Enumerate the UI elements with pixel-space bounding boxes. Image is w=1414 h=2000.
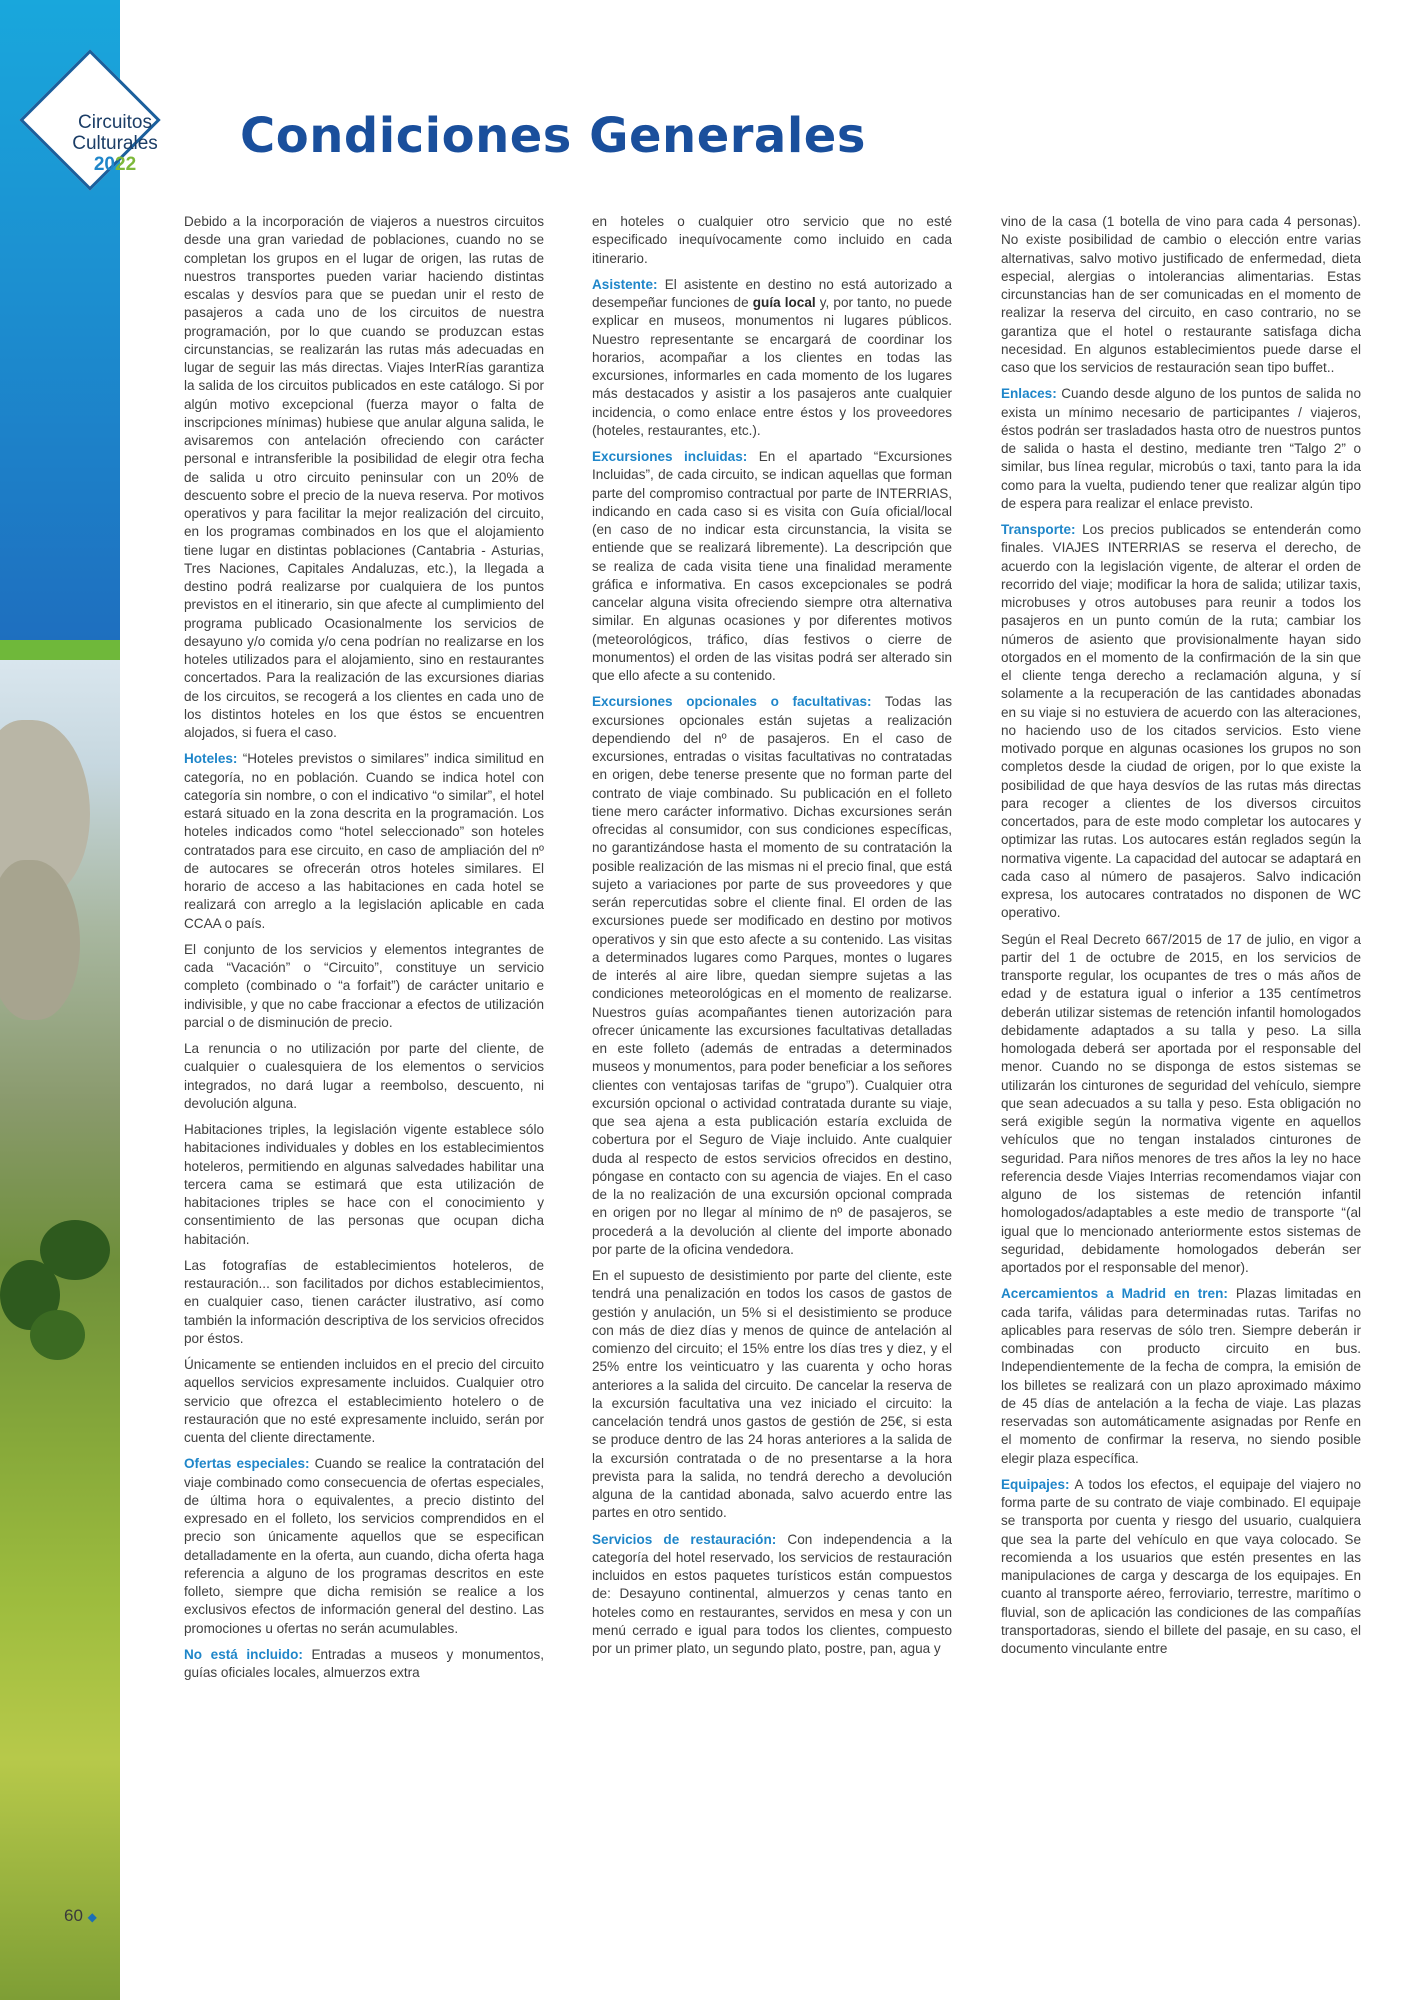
badge-line-2: Culturales (72, 133, 158, 154)
section-heading: Equipajes: (1001, 1476, 1070, 1492)
paragraph (1001, 1285, 1361, 1468)
paragraph (592, 276, 952, 440)
paragraph-text: La renuncia o no utilización por parte del cliente, de cualquier o cualesquiera de los elementos o servicios integrados, no dará lugar a reembolso, descuento, ni devolución alguna. (184, 1041, 544, 1111)
paragraph-text: y, por tanto, no puede explicar en museos, monumentos ni lugares públicos. Nuestro representante se encargará de coordinar los horarios, acompañar a los clientes en todas las excursiones, informarles en cada momento de los lugares más destacados y asistir a los pasajeros ante cualquier incidencia, o como enlace entre éstos y los proveedores (hoteles, restaurantes, etc.). (592, 295, 952, 438)
paragraph (184, 213, 544, 742)
paragraph-text: Con independencia a la categoría del hotel reservado, los servicios de restauración incluidos en estos paquetes turísticos están compuestos de: Desayuno continental, almuerzos y cenas tanto en hoteles como en restaurantes, servidos en mesa y con un menú cerrado e igual para todos los clientes, compuesto por un primer plato, un segundo plato, postre, pan, agua y (592, 1531, 952, 1656)
paragraph-text: El conjunto de los servicios y elementos integrantes de cada “Vacación” o “Circuito”, constituye un servicio completo (combinado o “a forfait”) de carácter unitario e indivisible, y que no cabe fraccionar a efectos de utilización parcial o de disminución de precio. (184, 941, 544, 1030)
page-number (64, 1906, 97, 1926)
badge-year (40, 154, 190, 175)
column-3 (1001, 213, 1361, 1933)
paragraph (1001, 213, 1361, 377)
paragraph (184, 1455, 544, 1638)
section-heading: Ofertas especiales: (184, 1456, 310, 1472)
paragraph-text: Los precios publicados se entenderán como finales. VIAJES INTERRIAS se reserva el derecho, de acuerdo con la legislación vigente, de alterar el orden de recorrido del viaje; modificar la hora de salida; utilizar taxis, microbuses y otros autobuses para reunir a todos los pasajeros en un punto común de la ruta; cambiar los números de asiento que provisionalmente hayan sido otorgados en el momento de la confirmación de la sin que el cliente tenga derecho a reclamación alguna, y sí solamente a la recuperación de las cantidades abonadas en su viaje si no estuviera de acuerdo con las alteraciones, no haciendo uso de los citados servicios. Esto viene motivado porque en algunas ocasiones los grupos no son completos desde la ciudad de origen, por lo que existe la posibilidad de que haya desvíos de las rutas más directas para recoger a clientes de los diversos circuitos concertados, para de este modo completar los autocares y optimizar las rutas. Los autocares están reglados según la normativa vigente. La capacidad del autocar se adaptará en cada caso al número de pasajeros. Salvo indicación expresa, los autocares contratados no disponen de WC operativo. (1001, 522, 1361, 921)
paragraph (184, 1356, 544, 1447)
paragraph-text: Plazas limitadas en cada tarifa, válidas para determinadas rutas. Tarifas no aplicables para reservas de sólo tren. Siempre deberán ir combinadas con producto circuito en bus. Independientemente de la fecha de compra, la emisión de los billetes se realizará con un plazo aproximado máximo de 45 días de antelación a la fecha de viaje. Las plazas reservadas son automáticamente asignadas por Renfe en el momento de confirmar la reserva, no siendo posible elegir plaza específica. (1001, 1286, 1361, 1466)
badge-line-1: Circuitos (78, 112, 152, 133)
paragraph (592, 213, 952, 268)
paragraph-text: Todas las excursiones opcionales están sujetas a realización dependiendo del nº de pasajeros. En el caso de excursiones, entradas o visitas facultativas no contratadas en origen, debe tenerse presente que no forman parte del contrato de viaje combinado. Su publicación en el folleto tiene mero carácter informativo. Dichas excursiones serán ofrecidas al consumidor, con sus condiciones específicas, no garantizándose hasta el momento de su contratación la posible realización de las mismas ni el precio final, que está sujeto a variaciones por parte de sus proveedores y que serán repercutidas sobre el cliente final. El orden de las excursiones puede ser modificado en destino por motivos operativos y sin que esto afecte a su contenido. Las visitas a determinados lugares como Parques, montes o lugares de interés al aire libre, quedan siempre sujetas a las condiciones meteorológicas en el momento de realizarse. Nuestros guías acompañantes tienen autorización para ofrecer únicamente las excursiones facultativas detalladas en este folleto (además de entradas a determinados museos y monumentos, para poder beneficiar a los señores clientes con ventajosas tarifas de “grupo”). Cualquier otra excursión opcional o actividad contratada durante su viaje, que sea ajena a esta publicación estaría excluida de cobertura por el Seguro de Viaje incluido. Ante cualquier duda al respecto de estos servicios ofrecidos en destino, póngase en contacto con su agencia de viajes. En el caso de la no realización de una excursión opcional comprada en origen por no llegar al mínimo de nº de pasajeros, se procederá a la devolución al cliente del importe abonado por parte de la oficina vendedora. (592, 694, 952, 1257)
bold-text: guía local (752, 295, 816, 310)
column-1 (184, 213, 544, 1933)
paragraph-text: Cuando se realice la contratación del viaje combinado como consecuencia de ofertas especiales, de última hora o equivalentes, a precio distinto del expresado en el folleto, los servicios comprendidos en el precio son únicamente aquellos que se especifican detalladamente en la oferta, aun cuando, dicha oferta haga referencia a alguno de los programas descritos en este folleto, siempre que dicha remisión se realice a los exclusivos efectos de información general del destino. Las promociones u ofertas no serán acumulables. (184, 1456, 544, 1636)
paragraph-text: Debido a la incorporación de viajeros a nuestros circuitos desde una gran variedad de poblaciones, cuando no se completan los grupos en el lugar de origen, las rutas de nuestros transportes pueden variar haciendo distintas escalas y desvíos para que se puedan unir el resto de pasajeros a cada uno de los circuitos de nuestra programación, por lo que cuando se produzcan estas circunstancias, se realizarán las rutas más adecuadas en lugar de seguir las más directas. Viajes InterRías garantiza la salida de los circuitos publicados en este catálogo. Si por algún motivo excepcional (fuerza mayor o falta de inscripciones mínimas) hubiese que anular alguna salida, le avisaremos con antelación ofreciendo con carácter personal e intransferible la posibilidad de elegir otra fecha de salida u otro circuito peninsular con un 20% de descuento sobre el precio de la nueva reserva. Por motivos operativos y para facilitar la mejor realización del circuito, en los programas combinados en los que el alojamiento tiene lugar en distintas poblaciones (Cantabria - Asturias, Tres Naciones, Capitales Andaluzas, etc.), la llegada a destino podrá realizarse por cualquiera de los puntos previstos en el itinerario, sin que afecte al cumplimiento del programa publicado Ocasionalmente los servicios de desayuno y/o comida y/o cena podrían no realizarse en los hoteles utilizados para el alojamiento, sino en restaurantes concertados. Para la realización de las excursiones diarias de los circuitos, se recogerá a los clientes en cada uno de los distintos hoteles en los que éstos se encuentren alojados, si fuera el caso. (184, 214, 544, 740)
green-band (0, 640, 120, 660)
paragraph (1001, 521, 1361, 923)
paragraph (184, 1257, 544, 1348)
paragraph (184, 1121, 544, 1249)
paragraph (592, 693, 952, 1259)
paragraph (184, 750, 544, 933)
section-heading: Transporte: (1001, 522, 1076, 537)
paragraph (184, 1040, 544, 1113)
paragraph-text: vino de la casa (1 botella de vino para cada 4 personas). No existe posibilidad de cambio o elección entre varias alternativas, salvo motivo justificado de enfermedad, dieta especial, alergias o intolerancias alimentarias. Estas circunstancias han de ser comunicadas en el momento de realizar la reserva del circuito, en caso contrario, no se garantiza que el hotel o restaurante satisfaga dicha necesidad. En algunos establecimientos puede darse el caso que los servicios de restauración sean tipo buffet.. (1001, 214, 1361, 375)
paragraph (184, 1646, 544, 1683)
paragraph (592, 1267, 952, 1523)
paragraph-text: Cuando desde alguno de los puntos de salida no exista un mínimo necesario de participantes / viajeros, éstos podrán ser trasladados hasta otro de nuestros puntos de salida o hasta el destino, mediante tren “Talgo 2” o similar, bus línea regular, microbús o taxi, tanto para la ida como para la vuelta, pudiendo tener que realizar algún tipo de espera para realizar el enlace previsto. (1001, 386, 1361, 511)
diamond-icon: ◆ (87, 1910, 97, 1924)
section-heading: No está incluido: (184, 1646, 303, 1662)
section-heading: Acercamientos a Madrid en tren: (1001, 1286, 1228, 1302)
paragraph-text: “Hoteles previstos o similares” indica similitud en categoría, no en población. Cuando se indica hotel con categoría sin nombre, o con el indicativo “o similar”, el hotel estará situado en la zona descrita en la programación. Los hoteles indicados como “hotel seleccionado” son hoteles contratados para ese circuito, en caso de ampliación del nº de autocares se ofrecerán otros hoteles similares. El horario de acceso a las habitaciones en cada hotel se realizará con arreglo a la legislación aplicable en cada CCAA o país. (184, 751, 544, 931)
left-decorative-strip (0, 0, 120, 2000)
badge-year-prefix: 20 (93, 154, 115, 175)
section-heading: Excursiones opcionales o facultativas: (592, 694, 872, 710)
tree (30, 1310, 85, 1360)
paragraph (184, 941, 544, 1032)
paragraph-text: Entradas a museos y monumentos, guías oficiales locales, almuerzos extra (184, 1646, 544, 1680)
page-number-text: 60 (64, 1906, 83, 1925)
section-heading: Hoteles: (184, 751, 238, 767)
badge-year-suffix: 22 (115, 154, 137, 175)
paragraph-text: En el apartado “Excursiones Incluidas”, de cada circuito, se indican aquellas que forman parte del compromiso contractual por parte de INTERRIAS, indicando en cada caso si es visita con Guía oficial/local (en caso de no indicar esta circunstancia, la visita se entiende que se realizará libremente). La descripción que se realiza de cada visita tiene una finalidad meramente gráfica e informativa. En casos excepcionales se podrá cancelar alguna visita ofreciendo siempre otra alternativa similar. En algunas ocasiones y por diferentes motivos (meteorológicos, tráfico, días festivos o cierre de monumentos) el orden de las visitas podrá ser alterado sin que ello afecte a su contenido. (592, 449, 952, 683)
section-heading: Enlaces: (1001, 386, 1057, 402)
paragraph-text: en hoteles o cualquier otro servicio que no esté especificado inequívocamente como incluido en cada itinerario. (592, 214, 952, 266)
paragraph (592, 448, 952, 685)
paragraph (592, 1531, 952, 1659)
column-2 (592, 213, 952, 1933)
page-title: Condiciones Generales (240, 108, 866, 164)
paragraph-text: Habitaciones triples, la legislación vigente establece sólo habitaciones individuales y dobles en los establecimientos hoteleros, permitiendo en algunas salvedades habilitar una tercera cama se estimará que esta utilización de habitaciones triples se hace con el conocimiento y consentimiento de las personas que ocupan dicha habitación. (184, 1122, 544, 1247)
paragraph (1001, 1476, 1361, 1659)
paragraph-text: Las fotografías de establecimientos hoteleros, de restauración... son facilitados por dichos establecimientos, en cualquier caso, tienen carácter ilustrativo, así como también la información descriptiva de los servicios ofrecidos por éstos. (184, 1257, 544, 1346)
paragraph-text: Únicamente se entienden incluidos en el precio del circuito aquellos servicios expresamente incluidos. Cualquier otro servicio que ofrezca el establecimiento hotelero o de restauración que no esté expresamente incluido, serán por cuenta del cliente directamente. (184, 1357, 544, 1445)
paragraph-text: A todos los efectos, el equipaje del viajero no forma parte de su contrato de viaje combinado. El equipaje se transporta por cuenta y riesgo del usuario, cualquiera que sea la parte del vehículo en que vaya colocado. Se recomienda a los usuarios que estén presentes en las manipulaciones de carga y descarga de los equipajes. En cuanto al transporte aéreo, ferroviario, terrestre, marítimo o fluvial, son de aplicación las condiciones de las compañías transportadoras, siendo el billete del pasaje, en su caso, el documento vinculante entre (1001, 1476, 1361, 1656)
paragraph-text: El asistente en destino no está autorizado a desempeñar funciones de (592, 276, 952, 310)
section-heading: Excursiones incluidas: (592, 449, 748, 464)
section-heading: Servicios de restauración: (592, 1531, 777, 1547)
mountain-landscape-photo (0, 660, 120, 2000)
section-heading: Asistente: (592, 276, 658, 292)
paragraph (1001, 385, 1361, 513)
badge-label (40, 112, 190, 175)
paragraph (1001, 931, 1361, 1278)
paragraph-text: Según el Real Decreto 667/2015 de 17 de julio, en vigor a partir del 1 de octubre de 2015, en los servicios de transporte regular, los ocupantes de tres o más años de edad y de estatura igual o inferior a 135 centímetros deberán utilizar sistemas de retención infantil homologados debidamente adaptados a su talla y peso. La silla homologada deberá ser aportada por el responsable del menor. Cuando no se disponga de estos sistemas se utilizarán los cinturones de seguridad del vehículo, siempre que sean adecuados a su talla y peso. Esta obligación no será exigible según la normativa vigente en aquellos vehículos que no tengan instalados cinturones de seguridad. Para niños menores de tres años la ley no hace referencia desde Viajes Interrias recomendamos viajar con alguno de los sistemas de retención infantil homologados/adaptables a este medio de transporte “(al igual que lo mencionado anteriormente estos sistemas de seguridad, debidamente homologados deberán ser aportados por el responsable del menor). (1001, 931, 1361, 1275)
paragraph-text: En el supuesto de desistimiento por parte del cliente, este tendrá una penalización en todos los casos de gastos de gestión y anulación, un 5% si el desistimiento se produce con más de diez días y menos de quince de antelación al comienzo del circuito; el 15% entre los días tres y diez, y el 25% entre los veinticuatro y las cuarenta y ocho horas anteriores a la salida del circuito. De cancelar la reserva de la excursión facultativa una vez iniciado el circuito: la cancelación tendrá unos gastos de gestión de 25€, si esta se produce dentro de las 24 horas anteriores a la salida de la excursión contratada o de no presentarse a la hora prevista para la salida, no tendrá derecho a devolución alguna de la cantidad abonada, salvo acuerdo entre las partes en otro sentido. (592, 1268, 952, 1521)
